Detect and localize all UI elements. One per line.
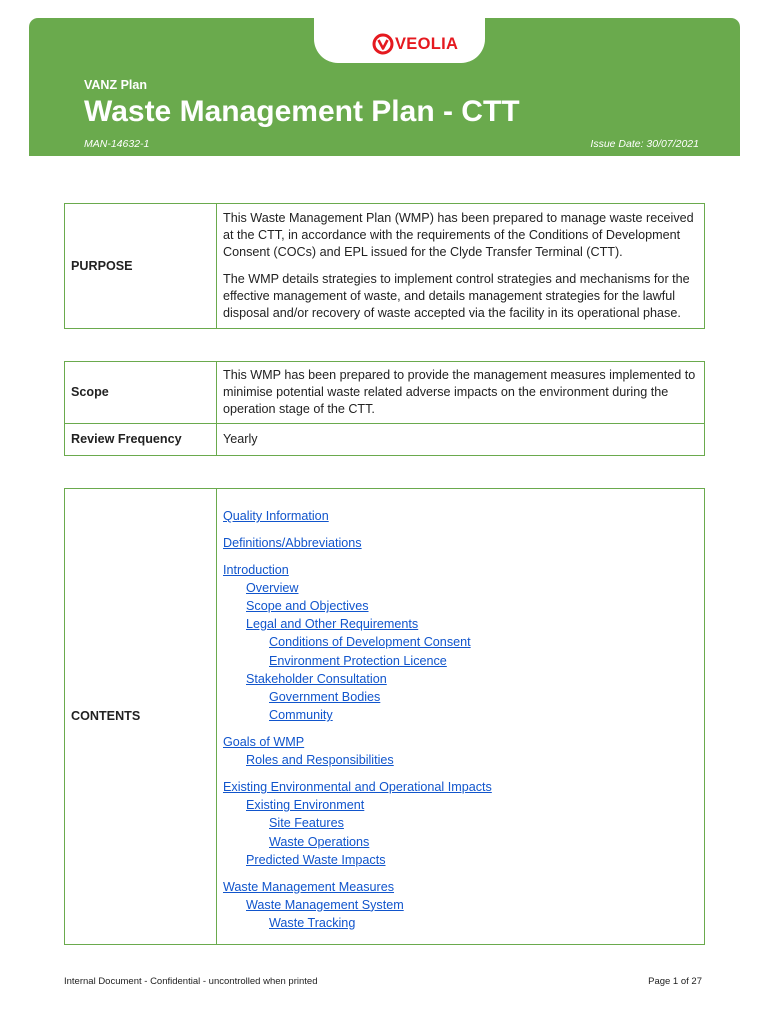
footer-page-number: Page 1 of 27 xyxy=(648,976,702,987)
toc-link[interactable]: Quality Information xyxy=(223,509,329,523)
toc-item xyxy=(223,733,698,751)
toc-link[interactable]: Predicted Waste Impacts xyxy=(246,852,386,867)
toc-item xyxy=(223,896,698,914)
purpose-label: PURPOSE xyxy=(65,204,217,329)
toc-link[interactable]: Community xyxy=(269,708,333,723)
toc-item xyxy=(223,914,698,932)
toc-item xyxy=(223,561,698,579)
page-title: Waste Management Plan - CTT xyxy=(84,95,520,128)
review-frequency-value: Yearly xyxy=(217,424,705,456)
purpose-paragraph-2: The WMP details strategies to implement control strategies and mechanisms for the effective management of waste, and details management strategies for the lawful disposal and/or recovery of waste accepted via the facility in its operational phase. xyxy=(223,272,690,320)
toc-item xyxy=(223,751,698,769)
toc-link[interactable]: Roles and Responsibilities xyxy=(246,753,394,768)
document-header xyxy=(29,18,740,156)
contents-value xyxy=(217,489,705,945)
toc-link[interactable]: Waste Tracking xyxy=(269,916,356,931)
toc-item xyxy=(223,814,698,832)
review-frequency-label: Review Frequency xyxy=(65,424,217,456)
footer-confidentiality: Internal Document - Confidential - uncontrolled when printed xyxy=(64,976,318,987)
toc-item xyxy=(223,706,698,724)
review-frequency-row xyxy=(65,424,705,456)
purpose-paragraph-1: This Waste Management Plan (WMP) has been prepared to manage waste received at the CTT, in accordance with the requirements of the Conditions of Development Consent (COCs) and EPL issued for the Clyde Transfer Terminal (CTT). xyxy=(223,211,694,259)
toc-item xyxy=(223,878,698,896)
document-code: MAN-14632-1 xyxy=(84,138,150,150)
purpose-value xyxy=(217,204,705,329)
toc-item xyxy=(223,579,698,597)
toc-link[interactable]: Existing Environmental and Operational Impacts xyxy=(223,780,492,795)
toc-link[interactable]: Scope and Objectives xyxy=(246,599,369,613)
toc-item xyxy=(223,597,698,615)
veolia-logo-icon xyxy=(372,33,394,55)
toc-item xyxy=(223,688,698,706)
toc-item xyxy=(223,534,698,552)
toc-link[interactable]: Legal and Other Requirements xyxy=(246,617,419,632)
logo-text: VEOLIA xyxy=(395,35,459,53)
toc-item xyxy=(223,652,698,670)
table-of-contents xyxy=(217,489,704,936)
toc-link[interactable]: Waste Management Measures xyxy=(223,879,395,894)
toc-item xyxy=(223,670,698,688)
contents-label: CONTENTS xyxy=(65,489,217,945)
toc-link[interactable]: Conditions of Development Consent xyxy=(269,635,471,650)
toc-item xyxy=(223,615,698,633)
toc-link[interactable]: Stakeholder Consultation xyxy=(246,671,387,686)
scope-row xyxy=(65,362,705,424)
toc-link[interactable]: Existing Environment xyxy=(246,798,365,813)
toc-item xyxy=(223,833,698,851)
toc-item xyxy=(223,507,698,525)
toc-link[interactable]: Overview xyxy=(246,580,299,595)
logo xyxy=(314,18,485,63)
contents-table xyxy=(64,488,705,945)
toc-link[interactable]: Introduction xyxy=(223,562,289,577)
toc-item xyxy=(223,778,698,796)
toc-link[interactable]: Government Bodies xyxy=(269,690,381,705)
contents-row xyxy=(65,489,705,945)
scope-value: This WMP has been prepared to provide the management measures implemented to minimise potential waste related adverse impacts on the environment during the operation stage of the CTT. xyxy=(217,362,705,424)
toc-link[interactable]: Waste Management System xyxy=(246,897,404,912)
toc-item xyxy=(223,851,698,869)
toc-link[interactable]: Definitions/Abbreviations xyxy=(223,535,362,550)
toc-link[interactable]: Environment Protection Licence xyxy=(269,653,447,668)
document-kicker: VANZ Plan xyxy=(84,78,147,92)
toc-link[interactable]: Goals of WMP xyxy=(223,735,305,750)
scope-table xyxy=(64,361,705,456)
scope-label: Scope xyxy=(65,362,217,424)
purpose-row xyxy=(65,204,705,329)
toc-link[interactable]: Site Features xyxy=(269,816,344,831)
toc-item xyxy=(223,796,698,814)
toc-link[interactable]: Waste Operations xyxy=(269,834,370,849)
toc-item xyxy=(223,633,698,651)
purpose-table xyxy=(64,203,705,329)
issue-date: Issue Date: 30/07/2021 xyxy=(590,138,699,150)
